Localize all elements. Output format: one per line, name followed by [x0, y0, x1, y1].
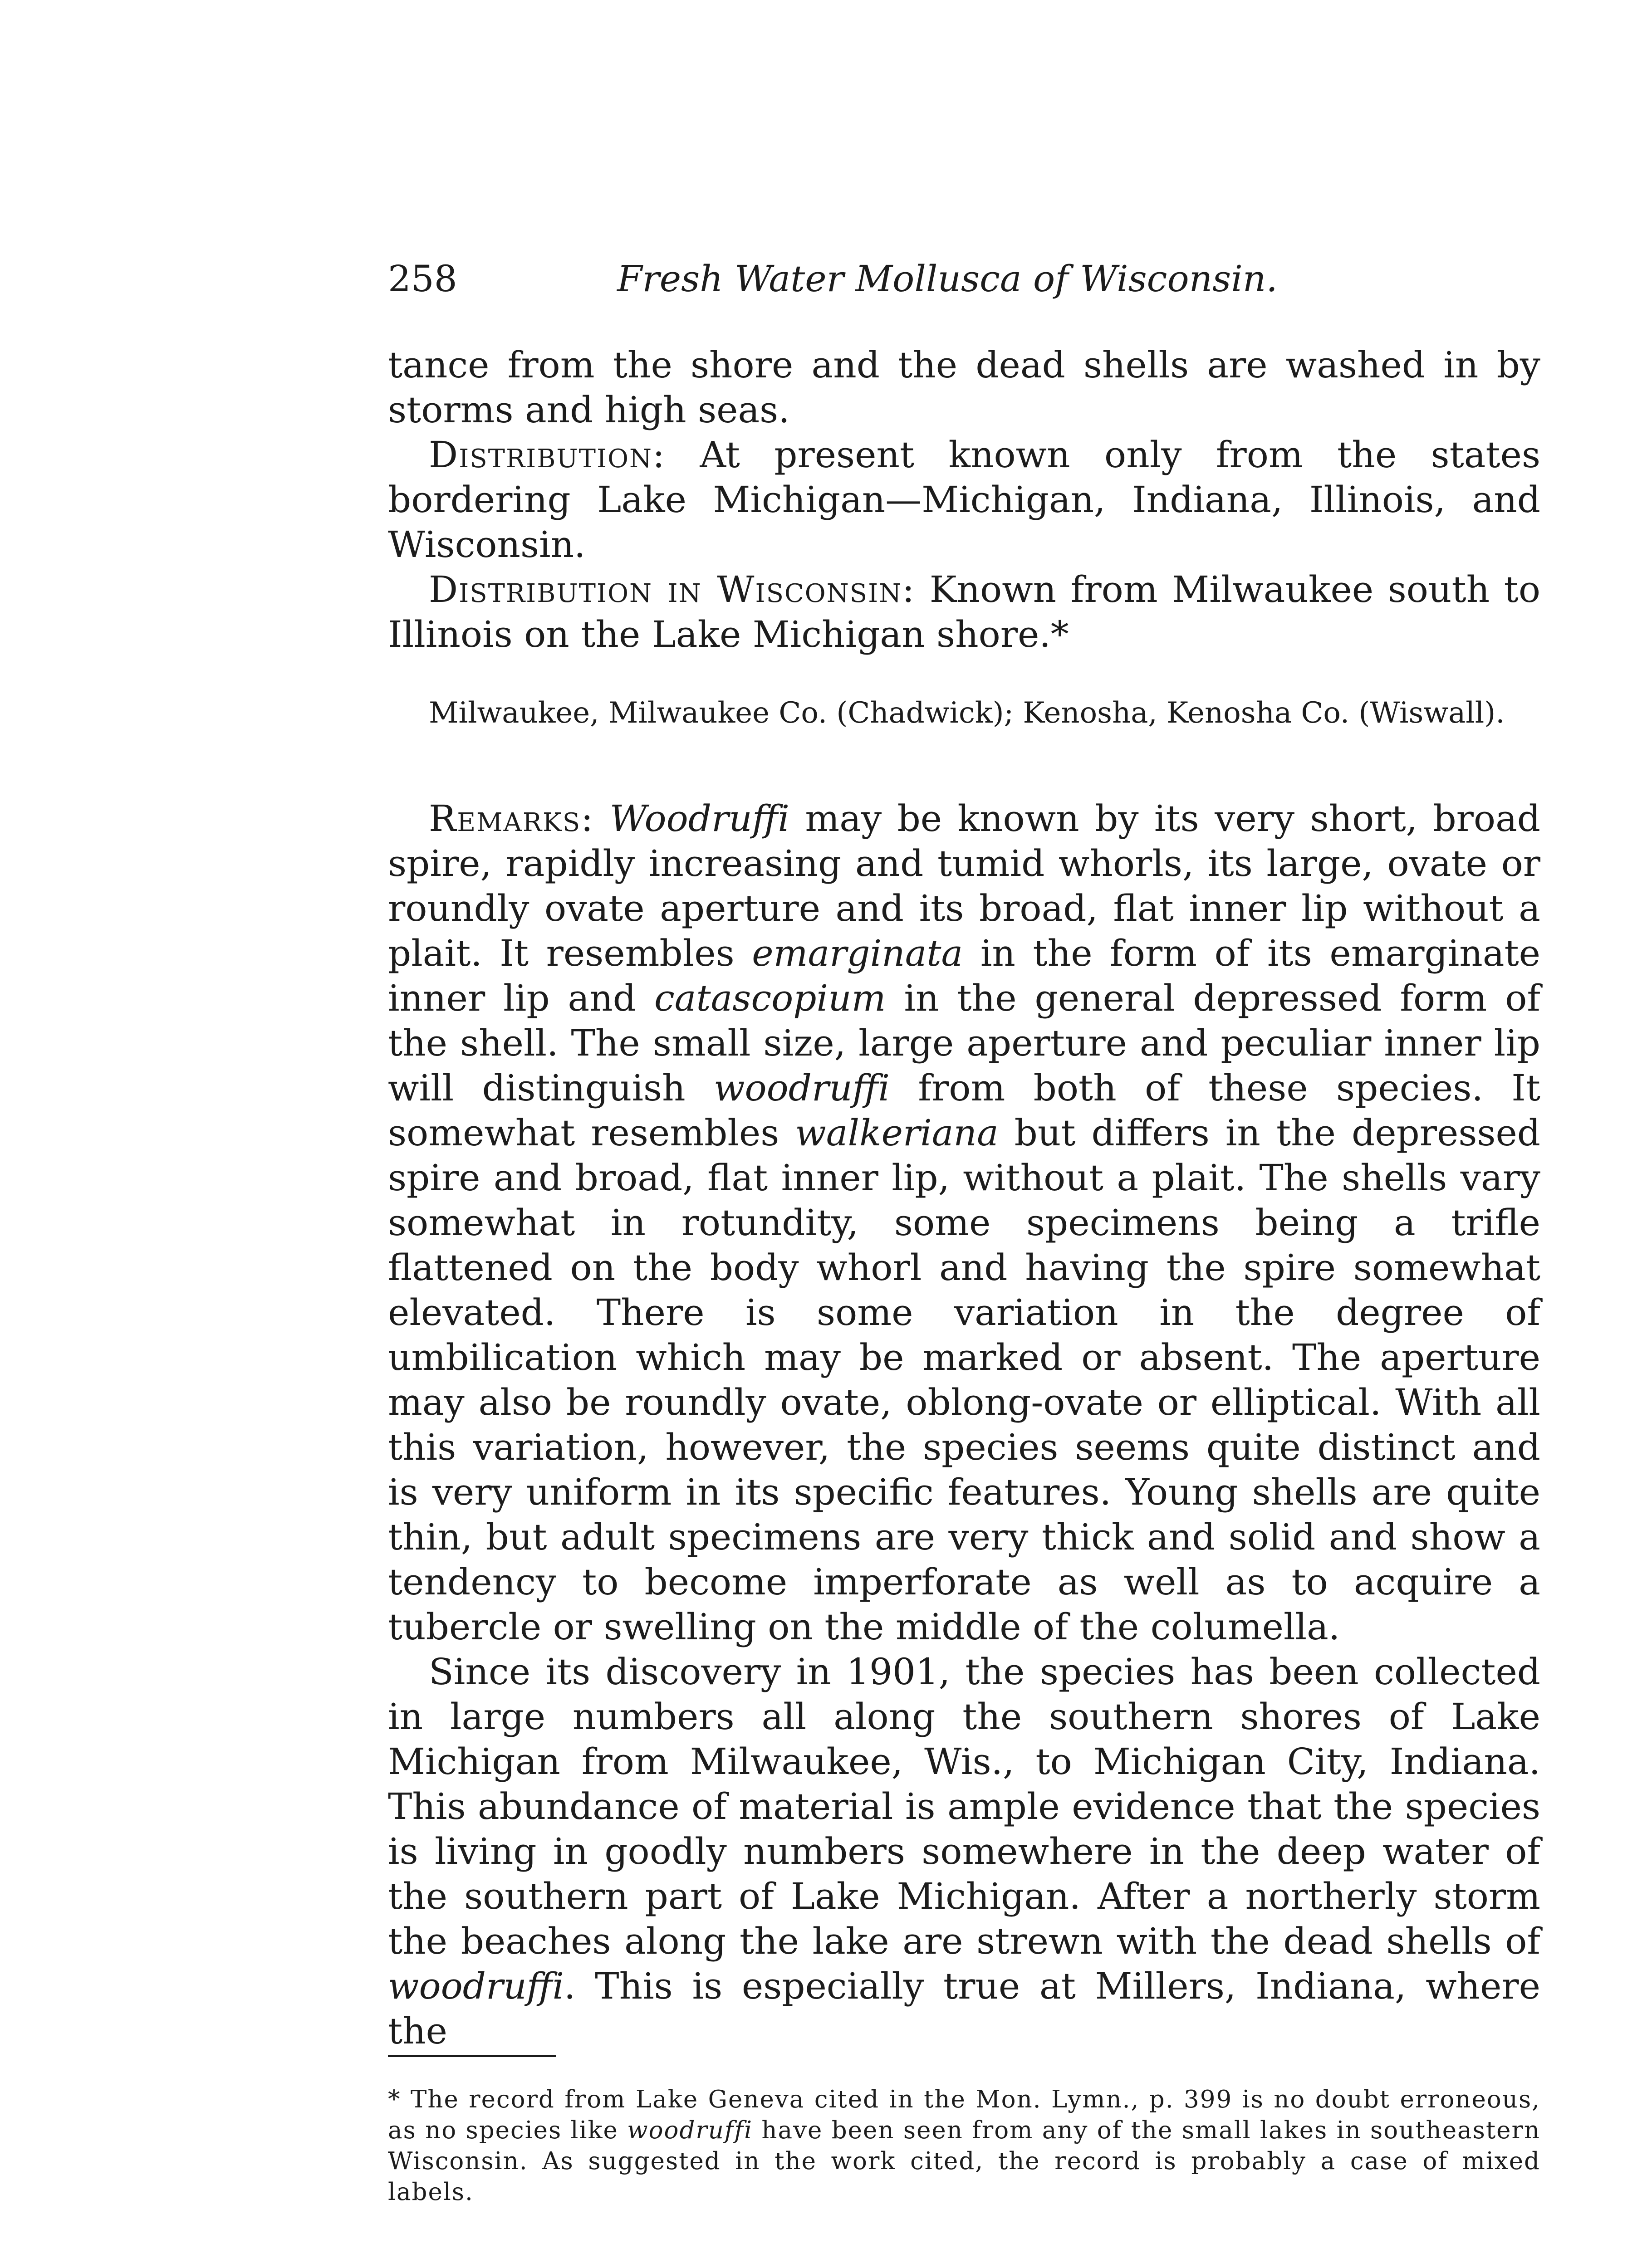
distribution-wisconsin-paragraph: [388, 567, 1540, 657]
remarks-label: Remarks:: [429, 797, 594, 840]
distribution-label: Distribution:: [429, 434, 666, 476]
species-name: woodruffi: [388, 1965, 564, 2007]
distribution-text: At present known only from the states bordering Lake Michigan—Michigan, Indiana, Illinois, and Wisconsin.: [388, 434, 1540, 566]
species-name: woodruffi: [714, 1067, 890, 1109]
remarks-paragraph: Remarks: Woodruffi may be known by its very short, broad spire, rapidly increasing and tumid whorls, its large, ovate or roundly ovate aperture and its broad, flat inner lip without a plait. It resembles emarginata in the form of its emarginate inner lip and catascopium in the general depressed form of the shell. The small size, large aperture and peculiar inner lip will distinguish woodruffi from both of these species. It somewhat resembles walkeriana but differs in the depressed spire and broad, flat inner lip, without a plait. The shells vary somewhat in rotundity, some specimens being a trifle flattened on the body whorl and having the spire somewhat elevated. There is some variation in the degree of umbilication which may be marked or absent. The aperture may also be roundly ovate, oblong-ovate or elliptical. With all this variation, however, the species seems quite distinct and is very uniform in its specific features. Young shells are quite thin, but adult specimens are very thick and solid and show a tendency to become imperforate as well as to acquire a tubercle or swelling on the middle of the columella.: [388, 797, 1541, 1648]
distribution-wisconsin-text: Known from Milwaukee south to Illinois on the Lake Michigan shore.*: [388, 568, 1540, 655]
localities-list: Milwaukee, Milwaukee Co. (Chadwick); Kenosha, Kenosha Co. (Wiswall).: [429, 696, 1505, 730]
distribution-wisconsin-label: Distribution in Wisconsin:: [429, 568, 916, 611]
main-text: [388, 342, 1540, 657]
species-name: emarginata: [752, 932, 963, 974]
continuation-paragraph: tance from the shore and the dead shells are washed in by storms and high seas.: [388, 344, 1540, 431]
discovery-paragraph: Since its discovery in 1901, the species has been collected in large numbers all along the southern shores of Lake Michigan from Milwaukee, Wis., to Michigan City, Indiana. This abundance of material is ample evidence that the species is living in goodly numbers somewhere in the deep water of the southern part of Lake Michigan. After a northerly storm the beaches along the lake are strewn with the dead shells of woodruffi. This is especially true at Millers, Indiana, where the: [388, 1651, 1540, 2052]
species-name: catascopium: [654, 977, 886, 1019]
page-number: 258: [388, 258, 457, 300]
distribution-paragraph: [388, 432, 1540, 567]
footnote-divider: [388, 2055, 556, 2057]
running-title: Fresh Water Mollusca of Wisconsin.: [617, 258, 1278, 300]
species-name: walkeriana: [795, 1112, 999, 1154]
page-header: [388, 252, 1540, 306]
footnote: * The record from Lake Geneva cited in the Mon. Lymn., p. 399 is no doubt erroneous, as no species like woodruffi have been seen from any of the small lakes in southeastern Wisconsin. As suggested in the work cited, the record is probably a case of mixed labels.: [388, 2086, 1540, 2206]
species-name: woodruffi: [627, 2116, 753, 2144]
species-name: Woodruffi: [609, 797, 790, 840]
remarks-section: [388, 796, 1540, 2053]
